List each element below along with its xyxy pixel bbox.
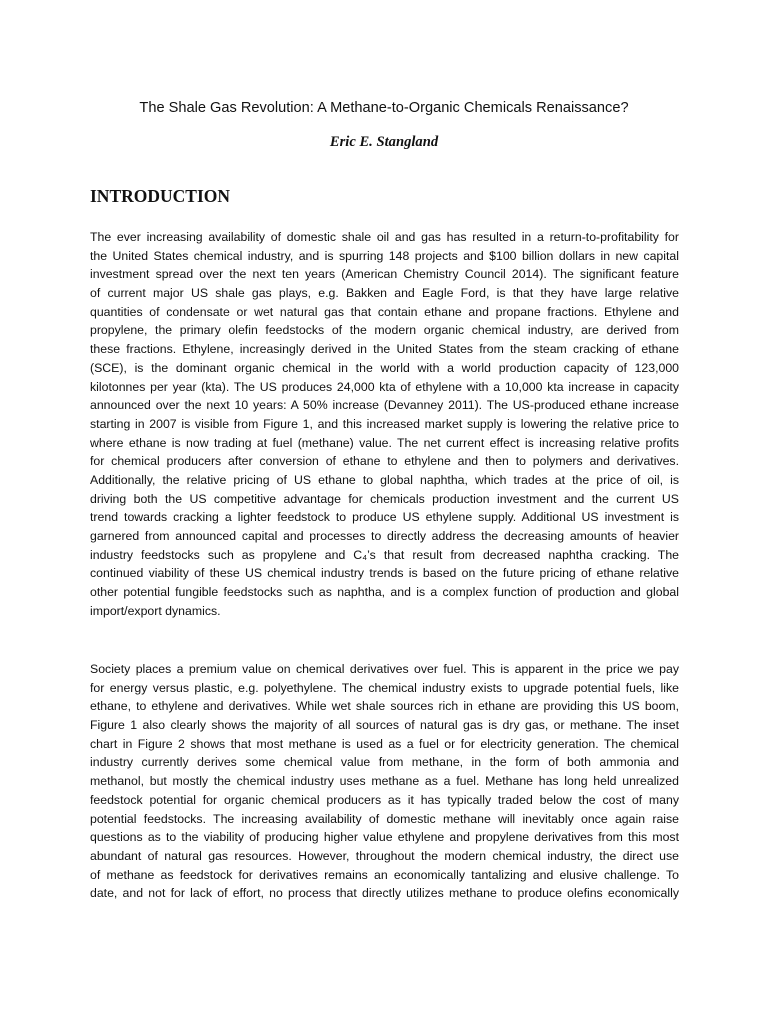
paragraph-1 [90, 228, 679, 620]
text-line: potential feedstocks. The increasing availability of domestic methane will inevitably once again raise [90, 811, 679, 826]
text-line: driving both the US competitive advantage for chemicals production investment and the current US [90, 491, 679, 506]
text-line: investment spread over the next ten years (American Chemistry Council 2014). The significant feature [90, 267, 679, 282]
paragraph-2 [90, 660, 679, 903]
text-line: quantities of condensate or wet natural gas that contain ethane and propane fractions. Ethylene and [90, 304, 679, 319]
text-line: Society places a premium value on chemical derivatives over fuel. This is apparent in the price we pay [90, 662, 679, 676]
text-line: these fractions. Ethylene, increasingly derived in the United States from the steam cracking of ethane [90, 342, 679, 357]
text-line: where ethane is now trading at fuel (methane) value. The net current effect is increasing relative profits [90, 435, 679, 450]
text-line: starting in 2007 is visible from Figure 1, and this increased market supply is lowering the relative price to [90, 416, 679, 431]
text-line: propylene, the primary olefin feedstocks of the modern organic chemical industry, are derived from [90, 323, 679, 338]
text-line: industry feedstocks such as propylene and C₄’s that result from decreased naphtha cracking. The [90, 547, 679, 562]
text-line: announced over the next 10 years: A 50% increase (Devanney 2011). The US-produced ethane increase [90, 398, 679, 413]
text-line: trend towards cracking a lighter feedstock to produce US ethylene supply. Additional US investment is [90, 510, 679, 525]
text-line: abundant of natural gas resources. However, throughout the modern chemical industry, the direct use [90, 848, 679, 863]
text-line: import/export dynamics. [90, 603, 221, 618]
text-line: for chemical producers after conversion of ethane to ethylene and then to polymers and derivatives. [90, 454, 679, 469]
text-line: the United States chemical industry, and is spurring 148 projects and $100 billion dollars in new capital [90, 248, 679, 263]
section-heading: INTRODUCTION [90, 186, 231, 206]
text-line: of current major US shale gas plays, e.g. Bakken and Eagle Ford, is that they have large relative [90, 286, 679, 301]
text-line: industry currently derives some chemical value from methane, in the form of both ammonia and [90, 755, 679, 770]
text-line: of methane as feedstock for derivatives remains an economically tantalizing and elusive challenge. To [90, 867, 679, 882]
text-line: ethane, to ethylene and derivatives. While wet shale sources rich in ethane are providing this US boom, [90, 699, 679, 714]
text-line: kilotonnes per year (kta). The US produces 24,000 kta of ethylene with a 10,000 kta increase in capacity [90, 379, 679, 394]
text-line: methanol, but mostly the chemical industry uses methane as a fuel. Methane has long held unrealized [90, 774, 679, 789]
text-line: questions as to the viability of producing higher value ethylene and propylene derivatives from this most [90, 830, 679, 845]
paper-title: The Shale Gas Revolution: A Methane-to-Organic Chemicals Renaissance? [139, 100, 629, 116]
text-line: (SCE), is the dominant organic chemical in the world with a world production capacity of 123,000 [90, 360, 679, 375]
text-line: for energy versus plastic, e.g. polyethylene. The chemical industry exists to upgrade potential fuels, like [90, 680, 679, 695]
text-line: Additionally, the relative pricing of US ethane to global naphtha, which trades at the price of oil, is [90, 472, 679, 487]
text-line: Figure 1 also clearly shows the majority of all sources of natural gas is dry gas, or methane. The inset [90, 718, 679, 733]
text-line: date, and not for lack of effort, no process that directly utilizes methane to produce olefins economically [90, 886, 679, 901]
text-line: chart in Figure 2 shows that most methane is used as a fuel or for electricity generation. The chemical [90, 736, 679, 751]
text-line: continued viability of these US chemical industry trends is based on the future pricing of ethane relative [90, 566, 679, 581]
author-name: Eric E. Stangland [329, 134, 439, 150]
text-line: feedstock potential for organic chemical producers as it has typically traded below the cost of many [90, 792, 679, 807]
text-line: garnered from announced capital and processes to directly address the decreasing amounts of heavier [90, 529, 679, 543]
text-line: other potential fungible feedstocks such as naphtha, and is a complex function of production and global [90, 585, 679, 600]
text-line: The ever increasing availability of domestic shale oil and gas has resulted in a return-to-profitability for [90, 230, 679, 244]
